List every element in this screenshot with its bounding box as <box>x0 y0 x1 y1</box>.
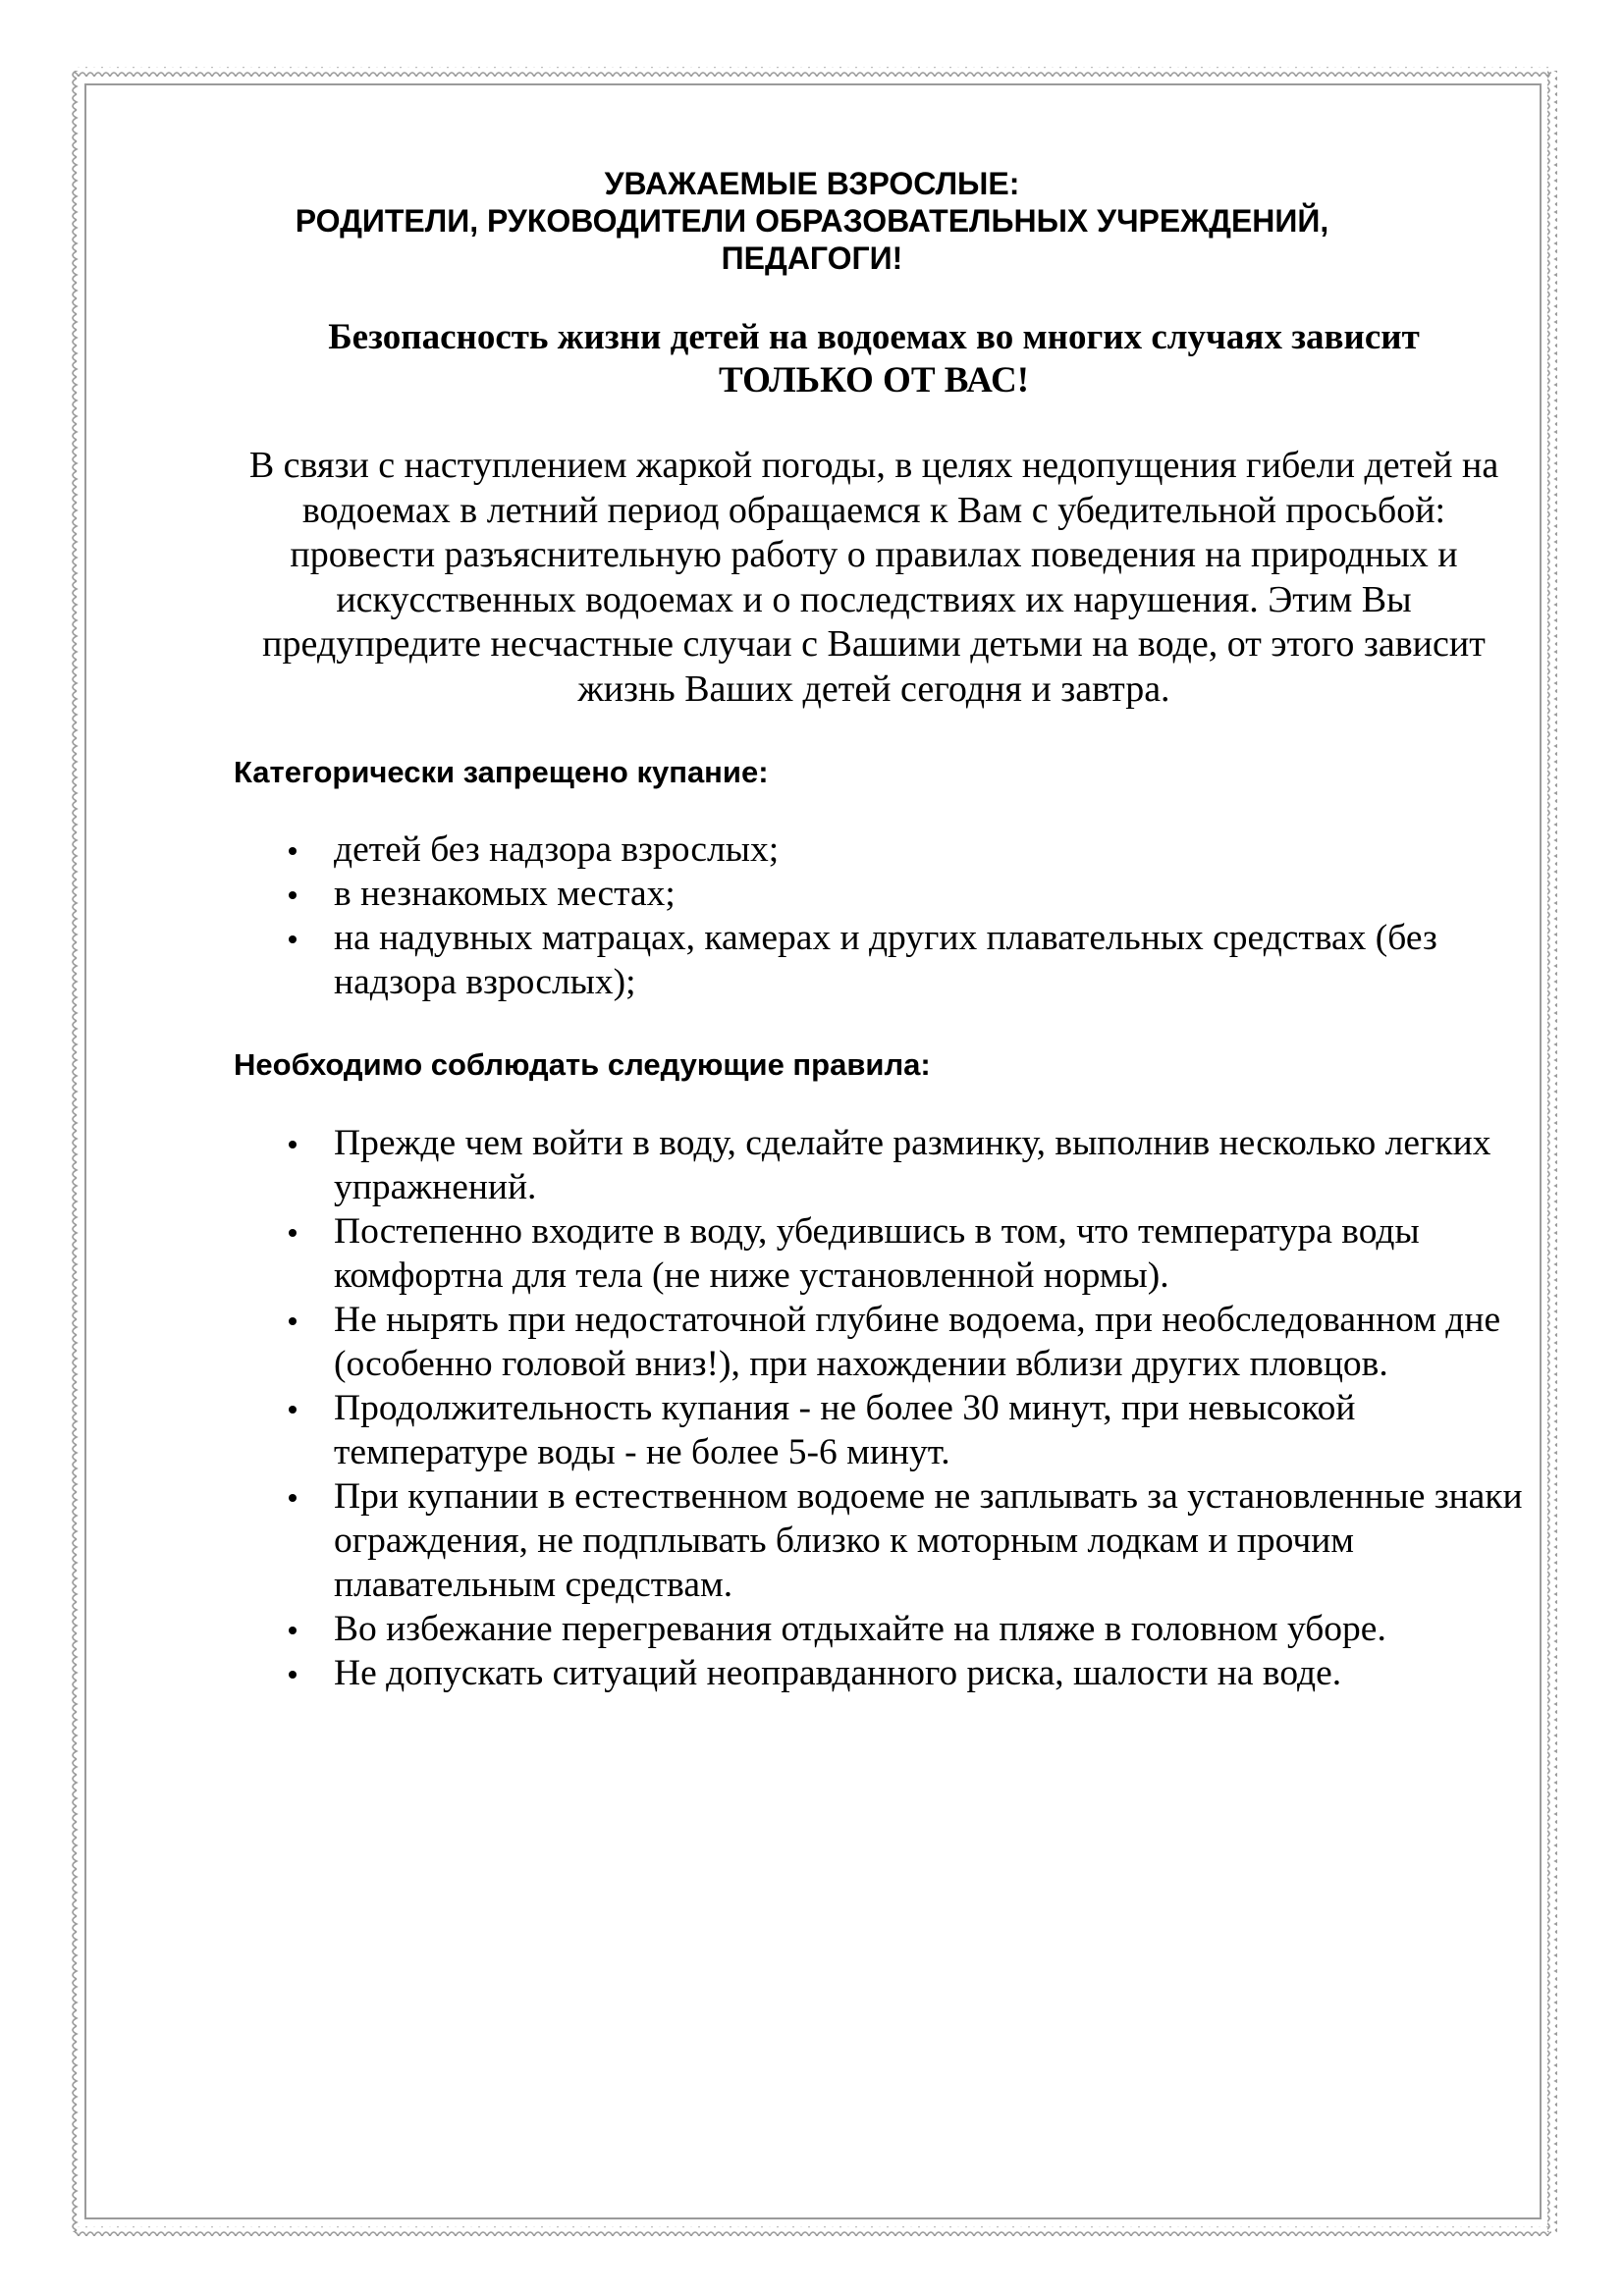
list-item <box>0 1607 1532 1651</box>
bullet-icon <box>289 935 297 943</box>
forbidden-list <box>0 828 1624 1004</box>
bullet-icon <box>289 1406 297 1414</box>
forbidden-section-title: Категорически запрещено купание: <box>234 755 769 789</box>
list-item-text: Постепенно входите в воду, убедившись в том, что температура воды комфортна для тела (не ниже установленной нормы). <box>334 1211 1420 1296</box>
heading-line-3: ПЕДАГОГИ! <box>721 240 903 276</box>
list-item <box>0 1209 1532 1298</box>
list-item <box>0 1386 1532 1474</box>
list-item-text: Не нырять при недостаточной глубине водоема, при необследованном дне (особенно головой вниз!), при нахождении вблизи других пловцов. <box>334 1300 1501 1384</box>
bullet-icon <box>289 1627 297 1634</box>
subheading-line-2: ТОЛЬКО ОТ ВАС! <box>718 360 1030 400</box>
subheading-line-1: Безопасность жизни детей на водоемах во многих случаях зависит <box>328 317 1420 357</box>
list-item-text: на надувных матрацах, камерах и других плавательных средствах (без надзора взрослых); <box>334 918 1437 1002</box>
list-item <box>0 1651 1532 1695</box>
list-item <box>0 916 1532 1004</box>
list-item-text: При купании в естественном водоеме не заплывать за установленные знаки ограждения, не подплывать близко к моторным лодкам и прочим плавательным средствам. <box>334 1476 1523 1605</box>
bullet-icon <box>289 1229 297 1237</box>
bullet-icon <box>289 891 297 899</box>
list-item-text: детей без надзора взрослых; <box>334 829 780 870</box>
list-item <box>0 1121 1532 1209</box>
bullet-icon <box>289 1494 297 1502</box>
intro-paragraph: В связи с наступлением жаркой погоды, в целях недопущения гибели детей на водоемах в летний период обращаемся к Вам с убедительной просьбой: провести разъяснительную работу о правилах поведения на природных и искусственных водоемах и о последствиях их нарушения. Этим Вы предупредите несчастные случаи с Вашими детьми на воде, от этого зависит жизнь Ваших детей сегодня и завтра. <box>248 445 1499 710</box>
list-item <box>0 1298 1532 1386</box>
rules-section-title: Необходимо соблюдать следующие правила: <box>234 1047 931 1082</box>
list-item-text: Прежде чем войти в воду, сделайте разминку, выполнив несколько легких упражнений. <box>334 1123 1491 1207</box>
bullet-icon <box>289 1317 297 1325</box>
list-item-text: Во избежание перегревания отдыхайте на пляже в головном уборе. <box>334 1609 1386 1649</box>
bullet-icon <box>289 1671 297 1679</box>
list-item-text: Не допускать ситуаций неоправданного риска, шалости на воде. <box>334 1653 1342 1693</box>
list-item-text: в незнакомых местах; <box>334 874 676 914</box>
list-item <box>0 1474 1532 1607</box>
heading-line-2: РОДИТЕЛИ, РУКОВОДИТЕЛИ ОБРАЗОВАТЕЛЬНЫХ УЧРЕЖДЕНИЙ, <box>295 203 1329 239</box>
bullet-icon <box>289 847 297 855</box>
heading-line-1: УВАЖАЕМЫЕ ВЗРОСЛЫЕ: <box>604 166 1020 201</box>
bullet-icon <box>289 1141 297 1148</box>
list-item-text: Продолжительность купания - не более 30 минут, при невысокой температуре воды - не более 5-6 минут. <box>334 1388 1356 1472</box>
rules-list <box>0 1121 1624 1695</box>
list-item <box>0 872 1532 916</box>
list-item <box>0 828 1532 872</box>
